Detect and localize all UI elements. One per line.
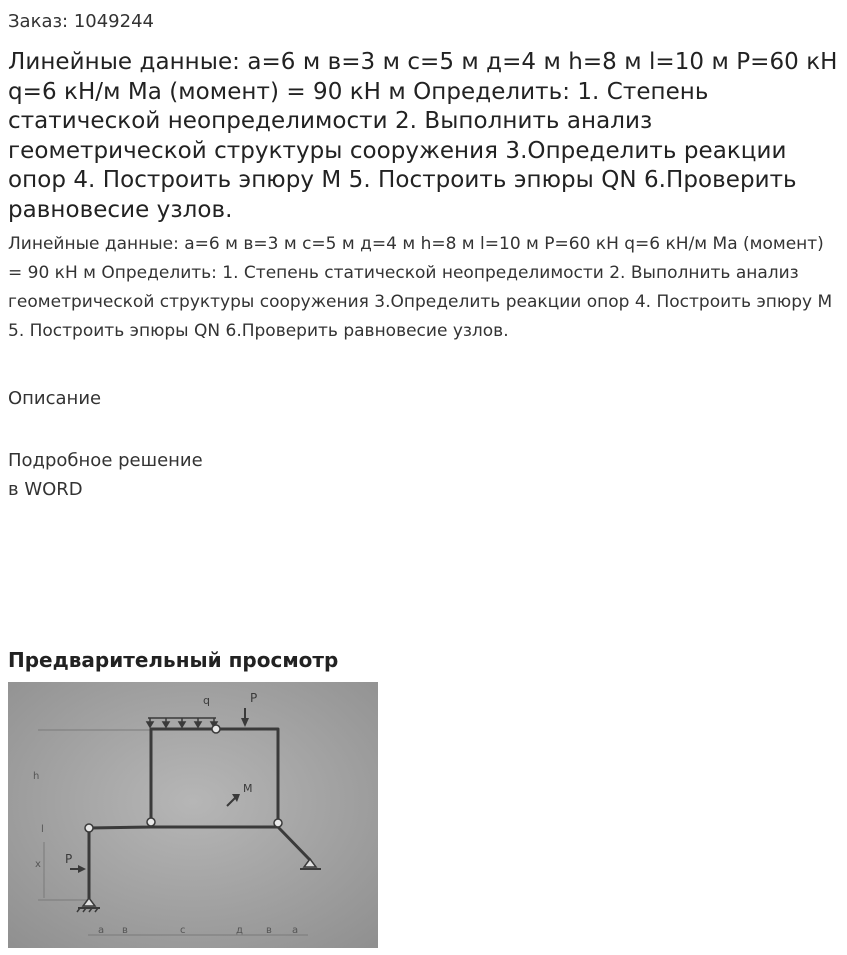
dim-f: a	[292, 925, 299, 936]
label-x: x	[35, 859, 41, 870]
task-description-text: Линейные данные: а=6 м в=3 м с=5 м д=4 м h=8 м l=10 м Р=60 кН q=6 кН/м Ма (момент) = 90 кН м Определить: 1. Степень статической неопределимости 2. Выполнить анализ геометрической структуры сооружения 3.Определить реакции опор 4. Построить эпюру М 5. Построить эпюры QN 6.Проверить равновесие узлов.	[8, 234, 833, 341]
solution-format-line-2: в WORD	[8, 479, 83, 500]
preview-heading: Предварительный просмотр	[8, 648, 339, 672]
dim-e: в	[266, 925, 272, 936]
label-p-top: P	[250, 691, 258, 705]
label-m: M	[243, 782, 253, 795]
dim-a: a	[98, 925, 105, 936]
dim-b: в	[122, 925, 128, 936]
dim-d: д	[236, 925, 243, 936]
label-q: q	[203, 694, 210, 707]
dim-c: c	[180, 925, 186, 936]
label-p-left: P	[65, 852, 73, 866]
photo-background	[8, 682, 378, 948]
task-title: Линейные данные: а=6 м в=3 м с=5 м д=4 м h=8 м l=10 м Р=60 кН q=6 кН/м Ма (момент) = 90 кН м Определить: 1. Степень статической неопределимости 2. Выполнить анализ геометрической структуры сооружения 3.Определить реакции опор 4. Построить эпюру М 5. Построить эпюры QN 6.Проверить равновесие узлов.	[8, 49, 838, 223]
label-h: h	[33, 771, 40, 782]
structure-scheme-drawing	[8, 682, 378, 948]
solution-format-line-1: Подробное решение	[8, 450, 203, 471]
description-label: Описание	[8, 388, 102, 409]
preview-image[interactable]	[8, 682, 378, 948]
order-number: Заказ: 1049244	[8, 11, 154, 32]
label-l: l	[41, 824, 44, 835]
